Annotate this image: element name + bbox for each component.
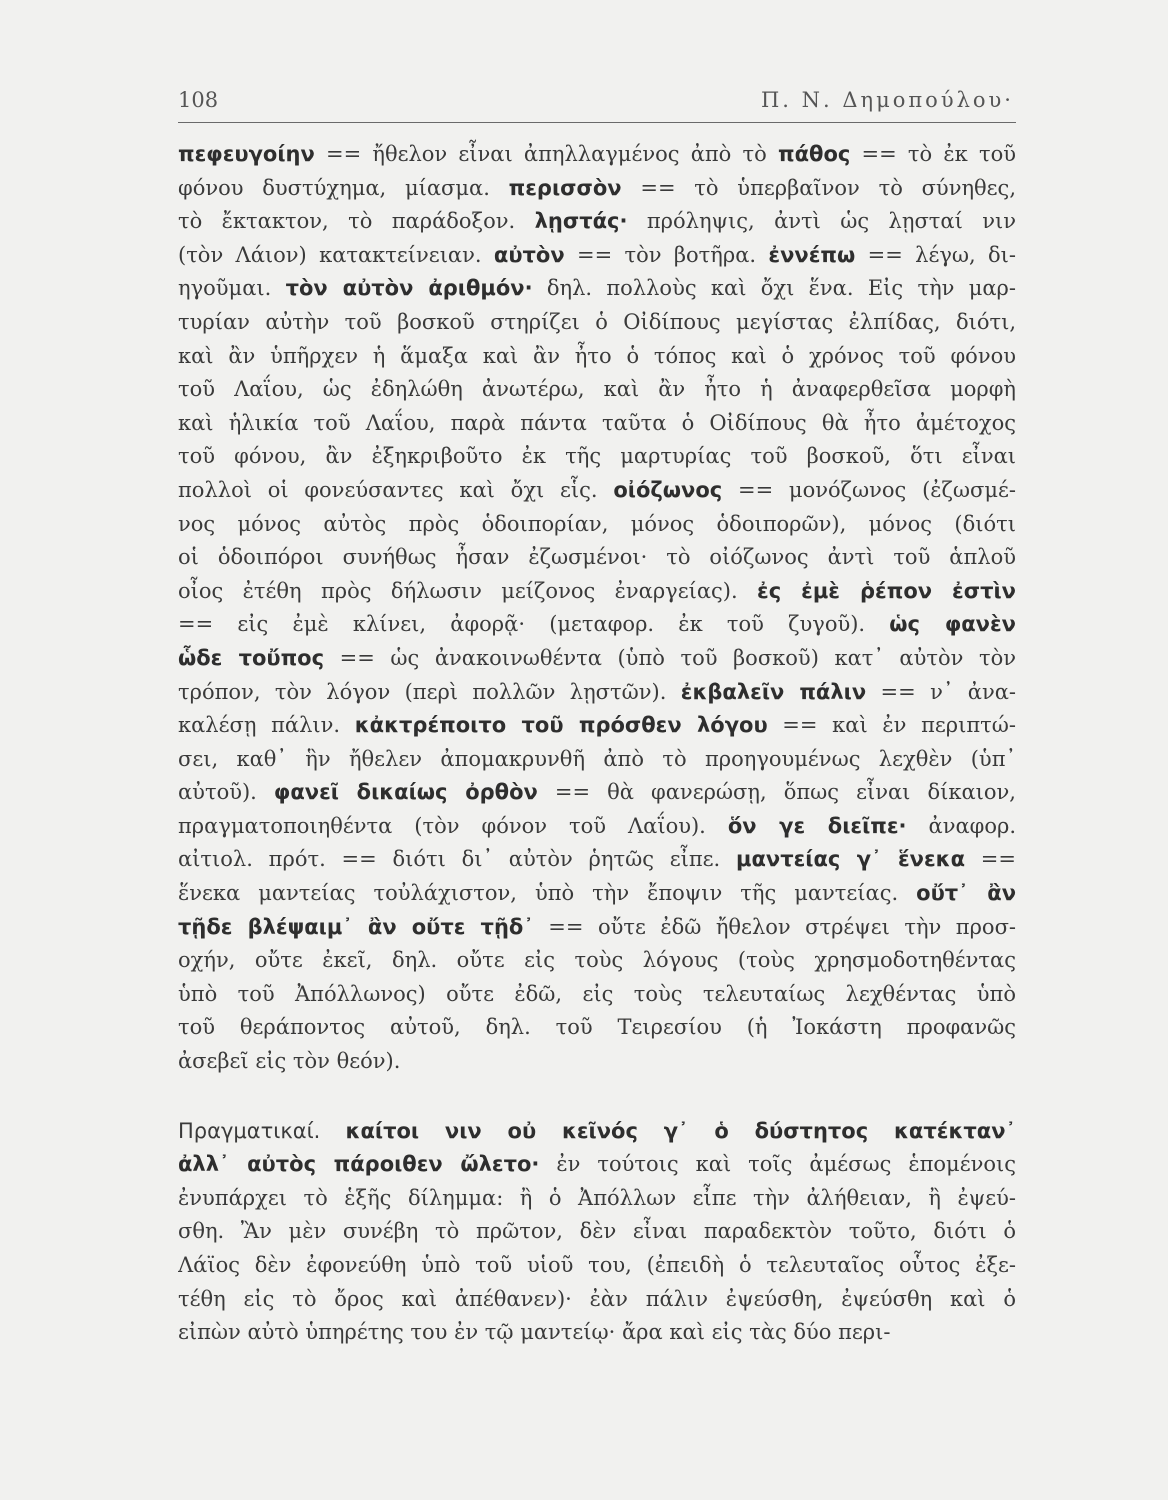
text-segment: == μονόζωνος (ἐζωσμέ-: [722, 477, 1016, 502]
text-segment: τοῦ φόνου, ἂν ἐξηκριβοῦτο ἐκ τῆς μαρτυρίας τοῦ βοσκοῦ, ὅτι εἶναι: [178, 444, 1016, 469]
text-line: [178, 1115, 1016, 1149]
body-text: [178, 138, 1016, 1350]
paragraph-gap: [178, 1079, 1016, 1115]
lemma-term: οἰόζωνος: [613, 477, 723, 502]
text-segment: τυρίαν αὐτὴν τοῦ βοσκοῦ στηρίζει ὁ Οἰδίπους μεγίστας ἐλπίδας, διότι,: [178, 309, 1016, 334]
text-line: [178, 676, 1016, 710]
running-head: Π. Ν. Δημοπούλου·: [760, 88, 1014, 112]
lemma-term: ἐς ἐμὲ ῥέπον ἐστὶν: [757, 578, 1016, 603]
text-segment: == ν᾽ ἀνα-: [866, 679, 1016, 704]
text-segment: τὸ ἔκτακτον, τὸ παράδοξον.: [178, 209, 535, 234]
text-line: [178, 575, 1016, 609]
text-segment: ηγοῦμαι.: [178, 276, 286, 301]
text-segment: τοῦ θεράποντος αὐτοῦ, δηλ. τοῦ Τειρεσίου (ἡ Ἰοκάστη προφανῶς: [178, 1015, 1016, 1040]
text-line: [178, 205, 1016, 239]
text-line: [178, 810, 1016, 844]
lemma-term: κἀκτρέποιτο τοῦ πρόσθεν λόγου: [354, 713, 768, 738]
text-segment: Πραγματικαί.: [178, 1118, 321, 1143]
text-line: [178, 608, 1016, 642]
lemma-term: ὅν γε διεῖπε·: [727, 813, 907, 838]
text-line: [178, 1148, 1016, 1182]
lemma-term: πεφευγοίην: [178, 142, 315, 166]
text-line: [178, 340, 1016, 374]
text-segment: σει, καθ᾽ ἣν ἤθελεν ἀπομακρυνθῆ ἀπὸ τὸ προηγουμένως λεχθὲν (ὑπ᾽: [178, 746, 1016, 771]
text-segment: πολλοὶ οἱ φονεύσαντες καὶ ὄχι εἷς.: [178, 477, 614, 502]
text-line: [178, 1182, 1016, 1216]
text-line: [178, 474, 1016, 508]
text-line: [178, 172, 1016, 206]
text-line: [178, 1316, 1016, 1350]
text-segment: == οὔτε ἐδῶ ἤθελον στρέψει τὴν προσ-: [533, 914, 1016, 939]
text-line: [178, 877, 1016, 911]
text-segment: τοῦ Λαΐου, ὡς ἐδηλώθη ἀνωτέρω, καὶ ἂν ἦτο ἡ ἀναφερθεῖσα μορφὴ: [178, 377, 1016, 402]
text-line: [178, 440, 1016, 474]
lemma-term: ἐννέπω: [768, 242, 856, 267]
lemma-term: φανεῖ δικαίως ὀρθὸν: [273, 780, 538, 805]
lemma-term: λῃστάς·: [534, 209, 628, 234]
text-segment: καλέσῃ πάλιν.: [178, 713, 355, 738]
text-line: [178, 239, 1016, 273]
lemma-term: τῇδε βλέψαιμ᾽ ἂν οὔτε τῇδ᾽: [178, 914, 534, 939]
text-line: [178, 978, 1016, 1012]
text-segment: καὶ ἂν ὑπῆρχεν ἡ ἅμαξα καὶ ἂν ἦτο ὁ τόπος καὶ ὁ χρόνος τοῦ φόνου: [178, 343, 1016, 368]
text-segment: νος μόνος αὐτὸς πρὸς ὁδοιπορίαν, μόνος ὁδοιπορῶν), μόνος (διότι: [178, 511, 1016, 536]
lemma-term: πάθος: [777, 142, 851, 166]
text-segment: == ὡς ἀνακοινωθέντα (ὑπὸ τοῦ βοσκοῦ) κατ᾽ αὐτὸν τὸν: [324, 645, 1016, 670]
text-segment: ἐνυπάρχει τὸ ἑξῆς δίλημμα: ἢ ὁ Ἀπόλλων εἶπε τὴν ἀλήθειαν, ἢ ἐψεύ-: [178, 1185, 1016, 1210]
text-segment: [320, 1119, 345, 1143]
text-segment: ὑπὸ τοῦ Ἀπόλλωνος) οὔτε ἐδῶ, εἰς τοὺς τελευταίως λεχθέντας ὑπὸ: [178, 981, 1016, 1006]
text-segment: αἰτιολ. πρότ. == διότι δι᾽ αὐτὸν ῥητῶς εἶπε.: [178, 847, 737, 872]
text-line: [178, 508, 1016, 542]
text-segment: == τὸ ὑπερβαῖνον τὸ σύνηθες,: [621, 175, 1016, 200]
text-segment: αὐτοῦ).: [178, 780, 274, 805]
text-line: [178, 272, 1016, 306]
lemma-term: ἀλλ᾽ αὐτὸς πάροιθεν ὤλετο·: [178, 1152, 540, 1177]
lemma-term: αὐτὸν: [493, 242, 565, 267]
text-segment: ἐν τούτοις καὶ τοῖς ἀμέσως ἑπομένοις: [539, 1152, 1016, 1177]
text-segment: τρόπον, τὸν λόγον (περὶ πολλῶν λῃστῶν).: [178, 679, 681, 704]
text-segment: (τὸν Λάιον) κατακτείνειαν.: [178, 242, 494, 267]
page-header: [178, 82, 1016, 123]
text-line: [178, 709, 1016, 743]
text-segment: φόνου δυστύχημα, μίασμα.: [178, 175, 509, 200]
lemma-term: περισσὸν: [508, 175, 622, 200]
text-segment: οχήν, οὔτε ἐκεῖ, δηλ. οὔτε εἰς τοὺς λόγους (τοὺς χρησμοδοτηθέντας: [178, 948, 1016, 973]
lemma-term: ὡς φανὲν: [889, 612, 1016, 637]
text-segment: == εἰς ἐμὲ κλίνει, ἀφορᾷ· (μεταφορ. ἐκ τοῦ ζυγοῦ).: [178, 612, 890, 637]
text-segment: == καὶ ἐν περιπτώ-: [767, 713, 1016, 738]
text-segment: πρόληψις, ἀντὶ ὡς λῃσταί νιν: [627, 209, 1016, 234]
text-segment: ἀσεβεῖ εἰς τὸν θεόν).: [178, 1049, 401, 1074]
lemma-term: τὸν αὐτὸν ἀριθμόν·: [285, 276, 533, 301]
text-segment: οἱ ὁδοιπόροι συνήθως ἦσαν ἐζωσμένοι· τὸ οἰόζωνος ἀντὶ τοῦ ἁπλοῦ: [178, 545, 1016, 570]
text-segment: == ἤθελον εἶναι ἀπηλλαγμένος ἀπὸ τὸ: [314, 142, 778, 166]
lemma-term: ὧδε τοὔπος: [178, 645, 325, 670]
lemma-term: ἐκβαλεῖν πάλιν: [680, 679, 867, 704]
text-line: [178, 911, 1016, 945]
text-segment: ἕνεκα μαντείας τοὐλάχιστον, ὑπὸ τὴν ἔποψιν τῆς μαντείας.: [178, 881, 917, 906]
text-segment: == λέγω, δι-: [855, 242, 1016, 267]
text-segment: == θὰ φανερώσῃ, ὅπως εἶναι δίκαιον,: [537, 780, 1016, 805]
text-segment: καὶ ἡλικία τοῦ Λαΐου, παρὰ πάντα ταῦτα ὁ Οἰδίπους θὰ ἦτο ἀμέτοχος: [178, 410, 1016, 435]
text-line: [178, 1215, 1016, 1249]
text-segment: ==: [965, 847, 1016, 872]
text-segment: πραγματοποιηθέντα (τὸν φόνον τοῦ Λαΐου).: [178, 813, 728, 838]
text-segment: Λάϊος δὲν ἐφονεύθη ὑπὸ τοῦ υἱοῦ του, (ἐπειδὴ ὁ τελευταῖος οὗτος ἐξε-: [178, 1253, 1016, 1277]
text-line: [178, 944, 1016, 978]
text-line: [178, 776, 1016, 810]
text-line: [178, 642, 1016, 676]
text-segment: οἶος ἐτέθη πρὸς δήλωσιν μείζονος ἐναργείας).: [178, 578, 758, 603]
text-segment: σθη. Ἂν μὲν συνέβη τὸ πρῶτον, δὲν εἶναι παραδεκτὸν τοῦτο, διότι ὁ: [178, 1219, 1016, 1244]
text-segment: εἰπὼν αὐτὸ ὑπηρέτης του ἐν τῷ μαντείῳ· ἄρα καὶ εἰς τὰς δύο περι-: [178, 1320, 891, 1345]
text-segment: == τὸν βοτῆρα.: [564, 242, 769, 267]
page-number: 108: [178, 88, 219, 112]
lemma-term: καίτοι νιν οὐ κεῖνός γ᾽ ὁ δύστητος κατέκταν᾽: [345, 1118, 1016, 1143]
text-segment: τέθη εἰς τὸ ὄρος καὶ ἀπέθανεν)· ἐὰν πάλιν ἐψεύσθη, ἐψεύσθη καὶ ὁ: [178, 1286, 1016, 1311]
text-line: [178, 1045, 1016, 1079]
text-line: [178, 541, 1016, 575]
lemma-term: οὔτ᾽ ἂν: [916, 881, 1016, 906]
lemma-term: μαντείας γ᾽ ἕνεκα: [736, 847, 966, 872]
text-segment: ἀναφορ.: [906, 813, 1016, 838]
text-segment: == τὸ ἐκ τοῦ: [850, 142, 1016, 166]
text-line: [178, 1011, 1016, 1045]
text-line: [178, 138, 1016, 172]
text-line: [178, 743, 1016, 777]
text-line: [178, 1249, 1016, 1283]
text-line: [178, 843, 1016, 877]
text-line: [178, 407, 1016, 441]
text-line: [178, 306, 1016, 340]
text-line: [178, 373, 1016, 407]
text-segment: δηλ. πολλοὺς καὶ ὄχι ἕνα. Εἰς τὴν μαρ-: [532, 276, 1016, 301]
text-line: [178, 1283, 1016, 1317]
